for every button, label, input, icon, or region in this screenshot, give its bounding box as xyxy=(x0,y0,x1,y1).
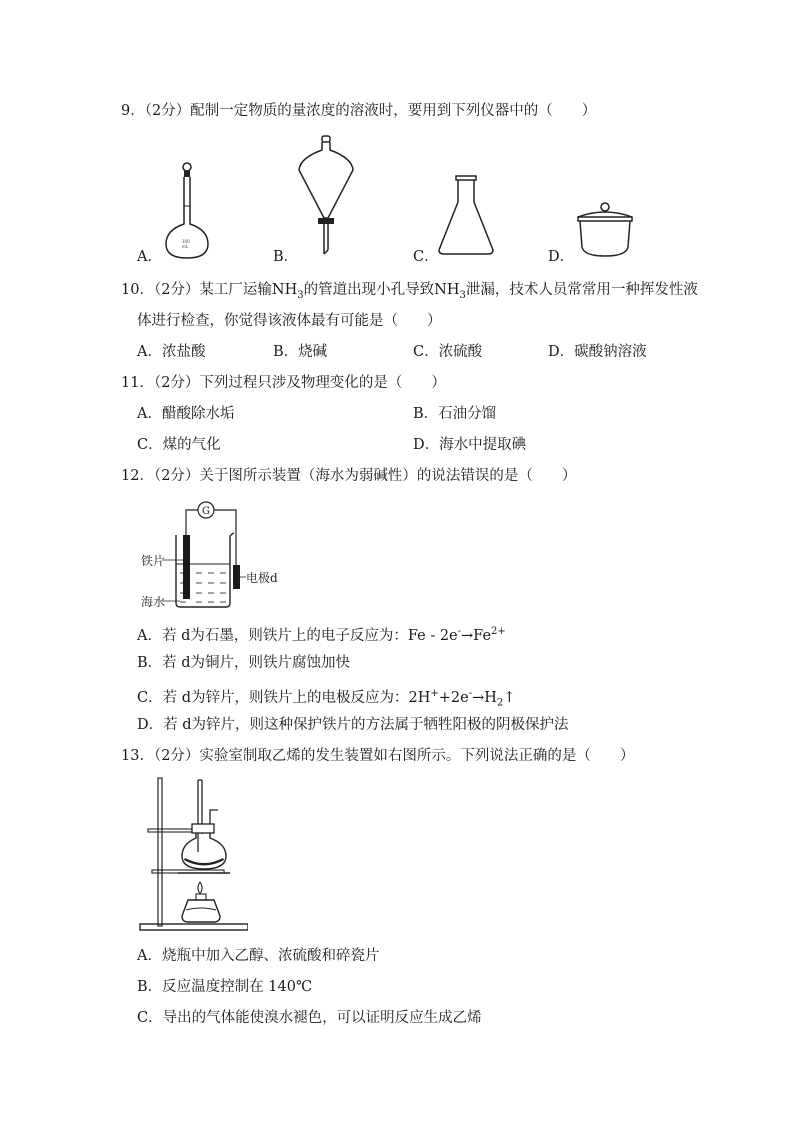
q9-label-d: D． xyxy=(548,249,575,265)
ethylene-apparatus-figure xyxy=(138,774,248,934)
q10-option-d[interactable]: D．碳酸钠溶液 xyxy=(548,344,647,360)
electrode-d-label: 电极d xyxy=(246,571,278,585)
flask-mark-ml: mL xyxy=(182,244,189,249)
q11-option-d[interactable]: D．海水中提取碘 xyxy=(413,437,527,453)
q11-option-c[interactable]: C．煤的气化 xyxy=(137,437,221,453)
q12-option-a[interactable]: A．若 d为石墨，则铁片上的电子反应为：$Fe - 2e^-\to Fe^{2+}$ xyxy=(137,626,506,644)
galvanometer-label: G xyxy=(202,506,210,517)
q13-option-a[interactable]: A．烧瓶中加入乙醇、浓硫酸和碎瓷片 xyxy=(137,948,380,964)
q13-option-b[interactable]: B．反应温度控制在 140℃ xyxy=(137,979,313,995)
q11-stem: 11．（2分）下列过程只涉及物理变化的是（ ） xyxy=(121,375,446,391)
q9-label-b: B． xyxy=(273,249,299,265)
q12-option-b[interactable]: B．若 d为铜片，则铁片腐蚀加快 xyxy=(137,655,351,671)
corrosion-apparatus-figure xyxy=(140,497,290,612)
q10-stem-line2: 体进行检查，你觉得该液体最有可能是（ ） xyxy=(137,313,442,329)
q9-label-a: A． xyxy=(137,249,162,265)
q13-stem: 13．（2分）实验室制取乙烯的发生装置如右图所示。下列说法正确的是（ ） xyxy=(121,748,635,764)
q10-option-a[interactable]: A．浓盐酸 xyxy=(137,344,206,360)
q9-stem: 9．（2分）配制一定物质的量浓度的溶液时，要用到下列仪器中的（ ） xyxy=(121,103,597,119)
crucible-figure xyxy=(574,201,636,259)
separatory-funnel-figure xyxy=(296,134,356,258)
q12-stem: 12．（2分）关于图所示装置（海水为弱碱性）的说法错误的是（ ） xyxy=(121,468,577,484)
conical-flask-figure xyxy=(436,174,496,258)
q12-option-d[interactable]: D．若 d为锌片，则这种保护铁片的方法属于牺牲阳极的阴极保护法 xyxy=(137,717,569,733)
iron-plate-label: 铁片 xyxy=(141,554,166,568)
q11-option-b[interactable]: B．石油分馏 xyxy=(413,406,497,422)
seawater-label: 海水 xyxy=(141,595,166,609)
q10-option-c[interactable]: C．浓硫酸 xyxy=(413,344,483,360)
q9-label-c: C． xyxy=(413,249,439,265)
volumetric-flask-figure xyxy=(160,160,215,260)
q11-option-a[interactable]: A．醋酸除水垢 xyxy=(137,406,235,422)
q12-option-c[interactable]: C．若 d为锌片，则铁片上的电极反应为：$2H^++2e^-\to H_2↑$ xyxy=(137,688,516,709)
q10-stem: 10．（2分）某工厂运输$NH_3$的管道出现小孔导致$NH_3$泄漏，技术人员常常用一种挥发性液 xyxy=(121,282,698,301)
q13-option-c[interactable]: C．导出的气体能使溴水褪色，可以证明反应生成乙烯 xyxy=(137,1010,482,1026)
flask-mark-100: 100 xyxy=(182,239,190,244)
q10-option-b[interactable]: B．烧碱 xyxy=(273,344,328,360)
